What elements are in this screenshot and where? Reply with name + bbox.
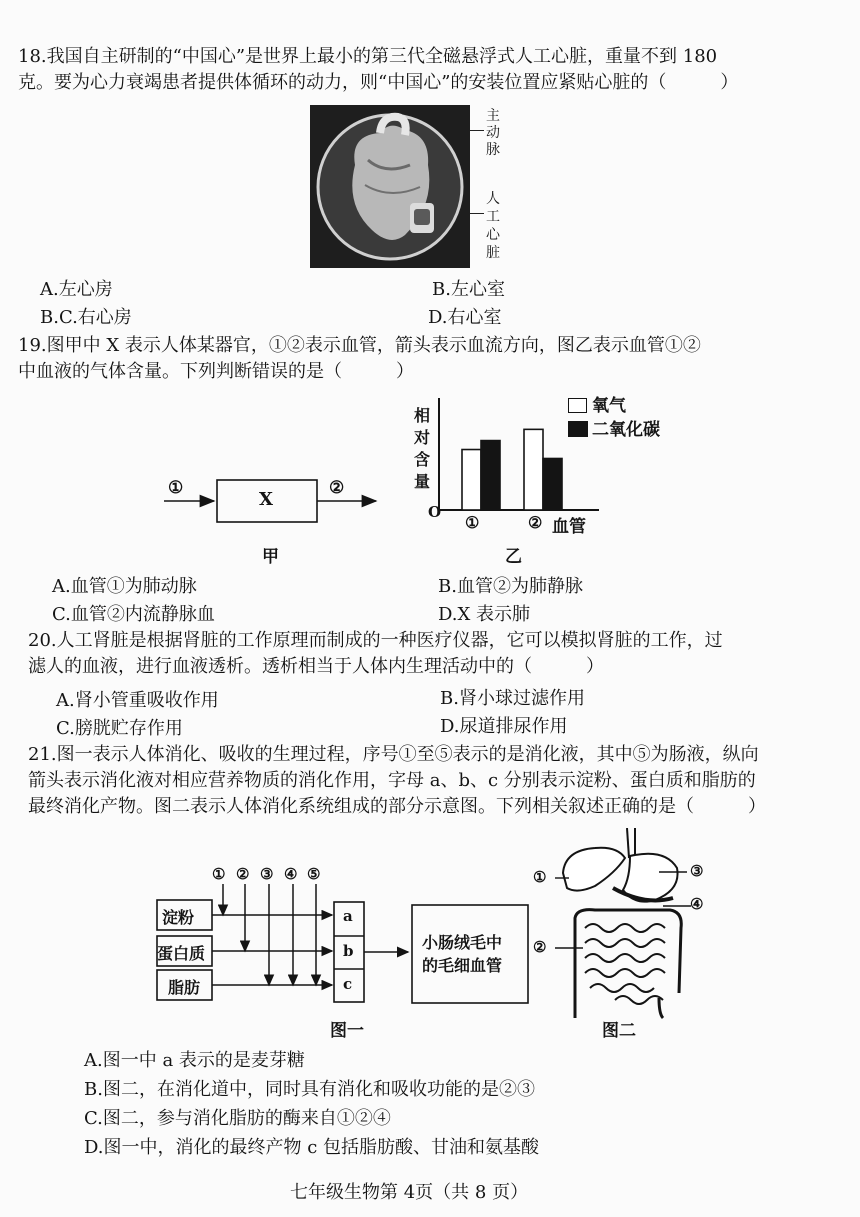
q20-option-a[interactable]: A.肾小管重吸收作用	[56, 690, 219, 711]
diagram-jia	[150, 470, 390, 550]
chart-ylabel: 相对含量	[414, 406, 431, 491]
fig2-label-4: ④	[690, 895, 704, 913]
q19-option-d[interactable]: D.X 表示肺	[438, 604, 531, 625]
q21-stem-line3: 最终消化产物。图二表示人体消化系统组成的部分示意图。下列相关叙述正确的是（ ）	[28, 796, 766, 817]
aorta-label: 主动脉	[486, 108, 500, 158]
fig1-product-b: b	[343, 942, 354, 960]
q18-option-c[interactable]: B.C.右心房	[40, 307, 132, 328]
bar-oxygen-vessel-1	[462, 450, 481, 510]
chart-yi-caption: 乙	[505, 547, 522, 567]
artificial-heart-label: 人工心脏	[486, 191, 500, 261]
organ-x-label: X	[259, 489, 273, 510]
heart-photo	[310, 105, 470, 268]
legend-co2-swatch	[568, 421, 588, 437]
fig1-juice-1: ①	[212, 865, 231, 883]
vessel-1-label: ①	[168, 478, 184, 498]
q19-option-c[interactable]: C.血管②内流静脉血	[52, 604, 215, 625]
q21-option-c[interactable]: C.图二，参与消化脂肪的酶来自①②④	[84, 1108, 391, 1129]
diagram-jia-caption: 甲	[262, 547, 279, 567]
q18-option-b[interactable]: B.左心室	[432, 279, 505, 300]
legend-oxygen-swatch	[568, 398, 587, 413]
q18-option-a[interactable]: A.左心房	[40, 279, 113, 300]
page-footer: 七年级生物第 4页（共 8 页）	[290, 1182, 529, 1203]
fig1-juice-5: ⑤	[307, 865, 321, 883]
chart-category-2: ②	[528, 513, 543, 532]
q18-stem-line1: 18.我国自主研制的“中国心”是世界上最小的第三代全磁悬浮式人工心脏，重量不到 180	[18, 46, 718, 67]
fig1-nutrient-protein: 蛋白质	[157, 944, 206, 963]
fig1-nutrient-fat: 脂肪	[168, 978, 201, 997]
q20-option-c[interactable]: C.膀胱贮存作用	[56, 718, 183, 739]
chart-bars	[462, 429, 562, 510]
bar-oxygen-vessel-2	[524, 429, 543, 510]
fig2-caption: 图二	[602, 1021, 636, 1041]
fig2-label-2: ②	[533, 938, 547, 956]
q21-option-b[interactable]: B.图二，在消化道中，同时具有消化和吸收功能的是②③	[84, 1079, 535, 1100]
fig1-juice-4: ④	[284, 865, 298, 883]
artificial-heart-pointer-line	[470, 213, 484, 214]
q19-option-b[interactable]: B.血管②为肺静脉	[438, 576, 583, 597]
fig2-label-1: ①	[533, 868, 547, 886]
bar-co2-vessel-2	[543, 458, 562, 510]
q18-stem-line2: 克。要为心力衰竭患者提供体循环的动力，则“中国心”的安装位置应紧贴心脏的（ ）	[18, 72, 739, 93]
fig1-product-a: a	[343, 907, 353, 925]
fig2-label-3: ③	[690, 862, 704, 880]
legend-co2-label: 二氧化碳	[592, 420, 660, 440]
q19-option-a[interactable]: A.血管①为肺动脉	[52, 576, 197, 597]
chart-category-1: ①	[465, 513, 480, 532]
fig1-product-c: c	[343, 975, 353, 993]
figure-2-digestive-system	[555, 828, 700, 1023]
q20-option-d[interactable]: D.尿道排尿作用	[440, 716, 568, 737]
chart-xlabel: 血管	[552, 517, 586, 537]
q21-option-d[interactable]: D.图一中，消化的最终产物 c 包括脂肪酸、甘油和氨基酸	[84, 1137, 540, 1158]
q21-stem-line2: 箭头表示消化液对相应营养物质的消化作用，字母 a、b、c 分别表示淀粉、蛋白质和脂肪的	[28, 770, 756, 791]
legend-oxygen-label: 氧气	[592, 396, 626, 416]
bar-co2-vessel-1	[481, 441, 500, 510]
q21-stem-line1: 21.图一表示人体消化、吸收的生理过程，序号①至⑤表示的是消化液，其中⑤为肠液，纵向	[28, 744, 759, 765]
fig1-target-line1: 小肠绒毛中	[422, 933, 503, 952]
fig1-target-line2: 的毛细血管	[422, 956, 503, 975]
fig1-juice-3: ③	[260, 865, 274, 883]
aorta-pointer-line	[470, 130, 484, 131]
vessel-2-label: ②	[329, 478, 345, 498]
chart-origin-label: O	[428, 503, 442, 521]
q18-option-d[interactable]: D.右心室	[428, 307, 502, 328]
fig1-nutrient-starch: 淀粉	[162, 908, 195, 927]
fig1-juice-2: ②	[236, 865, 250, 883]
chart-yi	[405, 388, 695, 548]
q21-option-a[interactable]: A.图一中 a 表示的是麦芽糖	[84, 1050, 305, 1071]
fig1-caption: 图一	[330, 1021, 364, 1041]
q20-stem-line2: 滤人的血液，进行血液透析。透析相当于人体内生理活动中的（ ）	[28, 656, 604, 677]
q20-stem-line1: 20.人工肾脏是根据肾脏的工作原理而制成的一种医疗仪器，它可以模拟肾脏的工作，过	[28, 630, 723, 651]
q19-stem-line2: 中血液的气体含量。下列判断错误的是（ ）	[18, 361, 414, 382]
q19-stem-line1: 19.图甲中 X 表示人体某器官，①②表示血管，箭头表示血流方向，图乙表示血管①②	[18, 335, 701, 356]
q20-option-b[interactable]: B.肾小球过滤作用	[440, 688, 585, 709]
